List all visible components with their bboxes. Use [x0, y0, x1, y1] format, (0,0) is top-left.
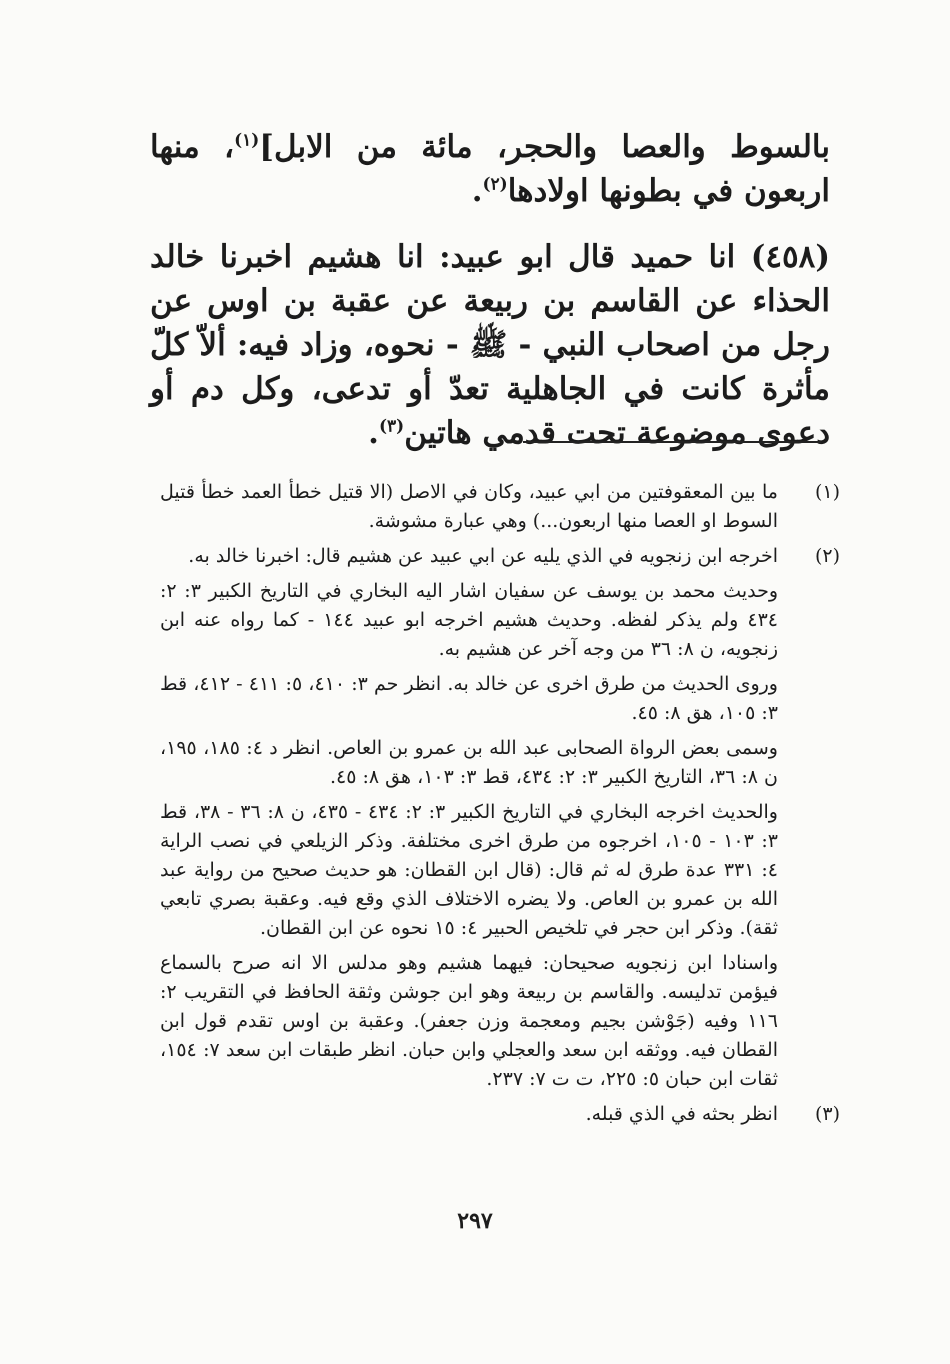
footnotes — [160, 478, 840, 1135]
footnote-ref-3: (٣) — [378, 416, 405, 437]
footnote-text: وسمى بعض الرواة الصحابى عبد الله بن عمرو بن العاص. انظر د ٤: ١٨٥، ١٩٥، ن ٨: ٣٦، التاريخ الكبير ٣: ٢: ٤٣٤، قط ٣: ١٠٣، هق ٨: ٤٥. — [160, 737, 778, 788]
footnote-text: اخرجه ابن زنجويه في الذي يليه عن ابي عبيد عن هشيم قال: اخبرنا خالد به. — [188, 545, 778, 567]
footnote-separator — [523, 441, 821, 443]
footnote-text: وروى الحديث من طرق اخرى عن خالد به. انظر حم ٣: ٤١٠، ٥: ٤١١ - ٤١٢، قط ٣: ١٠٥، هق ٨: ٤٥. — [160, 673, 778, 724]
footnote-number: (٣) — [814, 1103, 840, 1125]
text-run: ، منها اربعون في بطونها اولادها — [150, 129, 830, 209]
text-run: . — [368, 415, 379, 451]
hadith-number: (٤٥٨) — [750, 239, 830, 275]
footnote-text: وحديث محمد بن يوسف عن سفيان اشار اليه البخاري في التاريخ الكبير ٣: ٢: ٤٣٤ ولم يذكر لفظه. وحديث هشيم اخرجه ابو عبيد ١٤٤ - كما رواه عنه ابن زنجويه، ن ٨: ٣٦ من وجه آخر عن هشيم به. — [160, 580, 778, 660]
main-paragraph-1 — [150, 125, 830, 213]
footnote-text: ما بين المعقوفتين من ابي عبيد، وكان في الاصل (الا قتيل خطأ العمد خطأ قتيل السوط او العصا منها اربعون...) وهي عبارة مشوشة. — [160, 481, 778, 532]
main-text — [150, 125, 830, 455]
hadith-paragraph — [150, 235, 830, 455]
footnote-text: والحديث اخرجه البخاري في التاريخ الكبير ٣: ٢: ٤٣٤ - ٤٣٥، ن ٨: ٣٦ - ٣٨، قط ٣: ١٠٣ - ١٠٥، اخرجوه من طرق اخرى مختلفة. وذكر الزيلعي في نصب الراية ٤: ٣٣١ عدة طرق له ثم قال: (قال ابن القطان: هو حديث صحيح من رواية عبد الله بن عمرو بن العاص. ولا يضره الاختلاف الذي وقع فيه. وعقبة بصري تابعي ثقة). وذكر ابن حجر في تلخيص الحبير ٤: ١٥ نحوه عن ابن القطان. — [160, 801, 778, 939]
text-run: . — [471, 173, 483, 209]
footnote-number: (١) — [814, 481, 840, 503]
footnote-number: (٢) — [814, 545, 840, 567]
footnote-text: انظر بحثه في الذي قبله. — [585, 1103, 778, 1125]
footnote-3 — [160, 1100, 840, 1129]
hadith-text: انا حميد قال ابو عبيد: انا هشيم اخبرنا خالد الحذاء عن القاسم بن ربيعة عن عقبة بن اوس عن رجل من اصحاب النبي - ﷺ - نحوه، وزاد فيه: ألاّ كلّ مأثرة كانت في الجاهلية تعدّ أو تدعى، وكل دم أو دعوى موضوعة تحت قدمي هاتين — [150, 239, 830, 451]
page-number: ٢٩٧ — [457, 1208, 493, 1234]
text-run: بالسوط والعصا والحجر، مائة من الابل] — [259, 129, 830, 165]
footnote-ref-1: (١) — [234, 130, 260, 151]
footnote-text: واسنادا ابن زنجويه صحيحان: فيهما هشيم وهو مدلس الا انه صرح بالسماع فيؤمن تدليسه. والقاسم بن ربيعة وهو ابن جوشن وثقة الحافظ في التقريب ٢: ١١٦ وفيه (جَوْشن بجيم ومعجمة وزن جعفر). وعقبة بن اوس تقدم قول ابن القطان فيه. ووثقه ابن سعد والعجلي وابن حبان. انظر طبقات ابن سعد ٧: ١٥٤، ثقات ابن حبان ٥: ٢٢٥، ت ت ٧: ٢٣٧. — [160, 952, 778, 1090]
footnote-2 — [160, 542, 840, 1094]
footnote-1 — [160, 478, 840, 536]
footnote-ref-2: (٢) — [482, 174, 508, 195]
